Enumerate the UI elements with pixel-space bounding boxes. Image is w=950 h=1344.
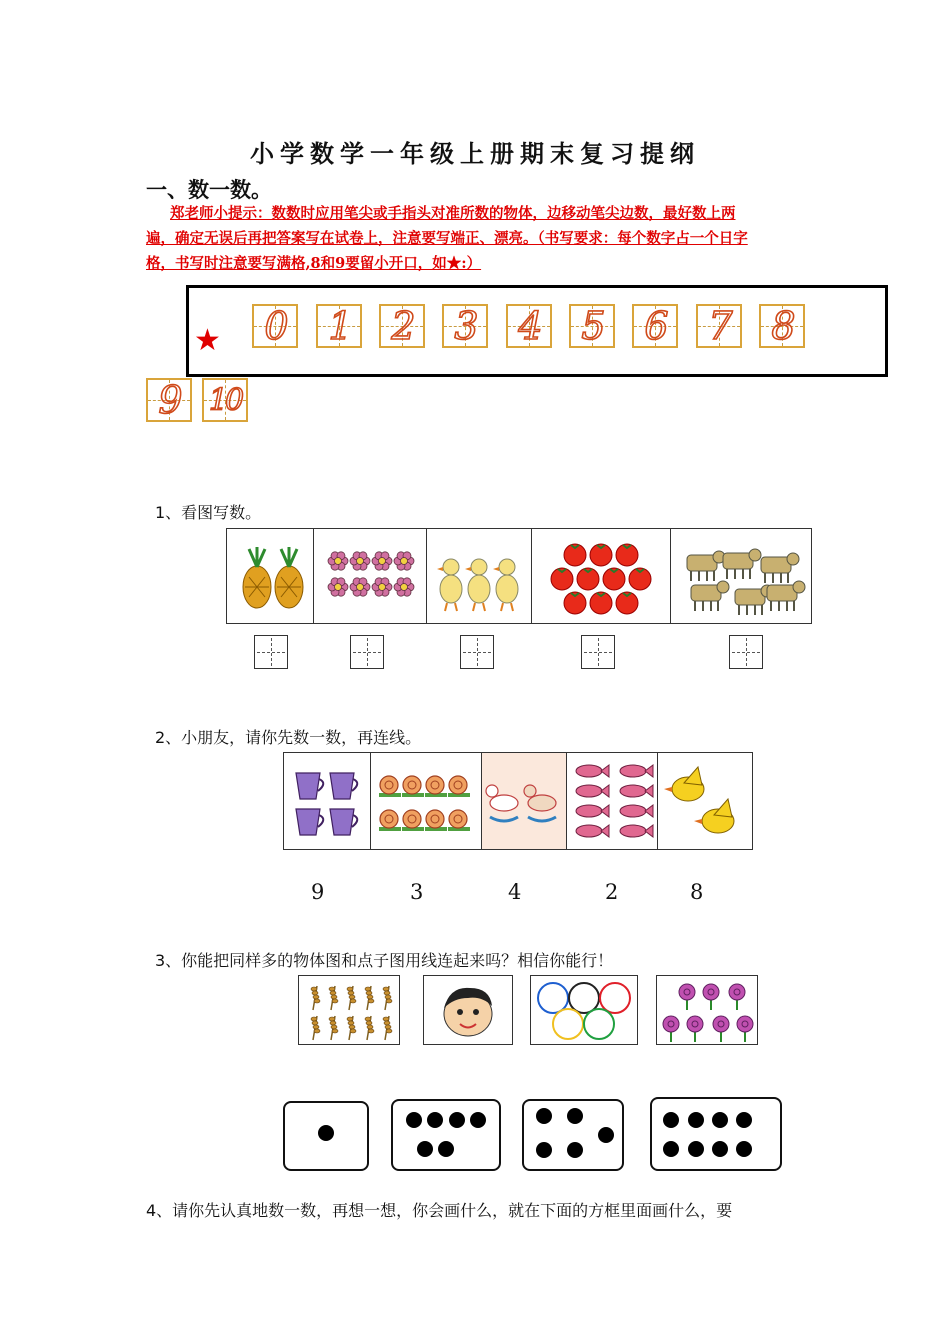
digit-glyph: 9 — [158, 378, 180, 422]
boy-face-icon — [424, 976, 512, 1044]
dot — [736, 1112, 752, 1128]
dot — [598, 1127, 614, 1143]
toy-horse-cell — [482, 753, 567, 850]
dot — [712, 1112, 728, 1128]
rings-box — [530, 975, 638, 1045]
digit-glyph: 10 — [208, 382, 242, 418]
tip-line-2: 遍，确定无误后再把答案写在试卷上，注意要写端正、漂亮。（书写要求：每个数字占一个日字 — [146, 230, 748, 247]
wheat-icon — [299, 976, 399, 1044]
pineapple-icon — [227, 529, 313, 623]
dot — [567, 1142, 583, 1158]
dot-card-8[interactable] — [650, 1097, 782, 1171]
answer-box[interactable] — [254, 635, 288, 669]
digit-glyph: 6 — [644, 304, 666, 348]
digit-glyph: 3 — [454, 304, 476, 348]
digit-glyph: 2 — [391, 304, 413, 348]
flower-icon — [314, 529, 426, 623]
dot-card-5[interactable] — [522, 1099, 624, 1171]
digit-cell-1 — [316, 304, 362, 348]
cow-cell — [671, 529, 812, 624]
match-number[interactable]: 8 — [690, 880, 704, 904]
question-4: 4、请你先认真地数一数，再想一想，你会画什么，就在下面的方框里面画什么，要 — [146, 1201, 733, 1220]
fish-cell — [567, 753, 658, 850]
rose-icon — [657, 976, 757, 1044]
page-title: 小学数学一年级上册期末复习提纲 — [250, 139, 700, 168]
cow-icon — [671, 529, 811, 623]
tip-line-3: 格，书写时注意要写满格,8和9要留小开口，如★:） — [146, 255, 482, 272]
match-number[interactable]: 2 — [605, 880, 619, 904]
dot — [449, 1112, 465, 1128]
digit-cell-3 — [442, 304, 488, 348]
digit-cell-10 — [202, 378, 248, 422]
flower-cell — [314, 529, 427, 624]
digit-glyph: 4 — [518, 304, 540, 348]
digit-cell-2 — [379, 304, 425, 348]
answer-box[interactable] — [350, 635, 384, 669]
olympic-rings-icon — [531, 976, 637, 1044]
match-number[interactable]: 3 — [410, 880, 424, 904]
question-2: 2、小朋友，请你先数一数，再连线。 — [155, 728, 422, 747]
section-heading: 一、数一数。 — [146, 177, 272, 202]
dot-card-6[interactable] — [391, 1099, 501, 1171]
snail-cell — [371, 753, 482, 850]
boy-box — [423, 975, 513, 1045]
digit-cell-9 — [146, 378, 192, 422]
dot — [318, 1125, 334, 1141]
tip-line-1: 郑老师小提示：数数时应用笔尖或手指头对准所数的物体，边移动笔尖边数，最好数上两 — [170, 205, 736, 222]
digit-glyph: 8 — [771, 304, 793, 348]
answer-box[interactable] — [460, 635, 494, 669]
fish-icon — [567, 753, 657, 849]
bird-cell — [658, 753, 753, 850]
question-1: 1、看图写数。 — [155, 503, 262, 522]
dot — [536, 1108, 552, 1124]
dot-card-1[interactable] — [283, 1101, 369, 1171]
match-number[interactable]: 9 — [311, 880, 325, 904]
dot — [712, 1141, 728, 1157]
answer-box[interactable] — [581, 635, 615, 669]
cup-cell — [284, 753, 371, 850]
snail-icon — [371, 753, 481, 849]
dot — [663, 1141, 679, 1157]
digit-cell-6 — [632, 304, 678, 348]
dot — [417, 1141, 433, 1157]
dot — [427, 1112, 443, 1128]
digit-glyph: 0 — [264, 304, 286, 348]
q2-picture-table — [283, 752, 753, 850]
digit-glyph: 7 — [708, 304, 730, 348]
rose-box — [656, 975, 758, 1045]
answer-box[interactable] — [729, 635, 763, 669]
dot — [406, 1112, 422, 1128]
duck-icon — [427, 529, 531, 623]
teacher-tip — [146, 201, 814, 276]
digit-cell-8 — [759, 304, 805, 348]
digit-glyph: 1 — [328, 304, 350, 348]
tomato-cell — [532, 529, 671, 624]
dot — [536, 1142, 552, 1158]
dot — [688, 1112, 704, 1128]
pineapple-cell — [227, 529, 314, 624]
digit-cell-5 — [569, 304, 615, 348]
match-number[interactable]: 4 — [508, 880, 522, 904]
cup-icon — [284, 753, 370, 849]
digit-cell-0 — [252, 304, 298, 348]
digit-glyph: 5 — [581, 304, 603, 348]
duck-cell — [427, 529, 532, 624]
digit-cell-7 — [696, 304, 742, 348]
dot — [688, 1141, 704, 1157]
wheat-box — [298, 975, 400, 1045]
dot — [470, 1112, 486, 1128]
dot — [567, 1108, 583, 1124]
star-icon: ★ — [194, 323, 221, 358]
bird-icon — [658, 753, 752, 849]
tomato-icon — [532, 529, 670, 623]
question-3: 3、你能把同样多的物体图和点子图用线连起来吗？相信你能行！ — [155, 951, 614, 970]
q1-picture-table — [226, 528, 812, 624]
dot — [736, 1141, 752, 1157]
dot — [663, 1112, 679, 1128]
digit-cell-4 — [506, 304, 552, 348]
toy-horse-icon — [482, 753, 566, 849]
dot — [438, 1141, 454, 1157]
